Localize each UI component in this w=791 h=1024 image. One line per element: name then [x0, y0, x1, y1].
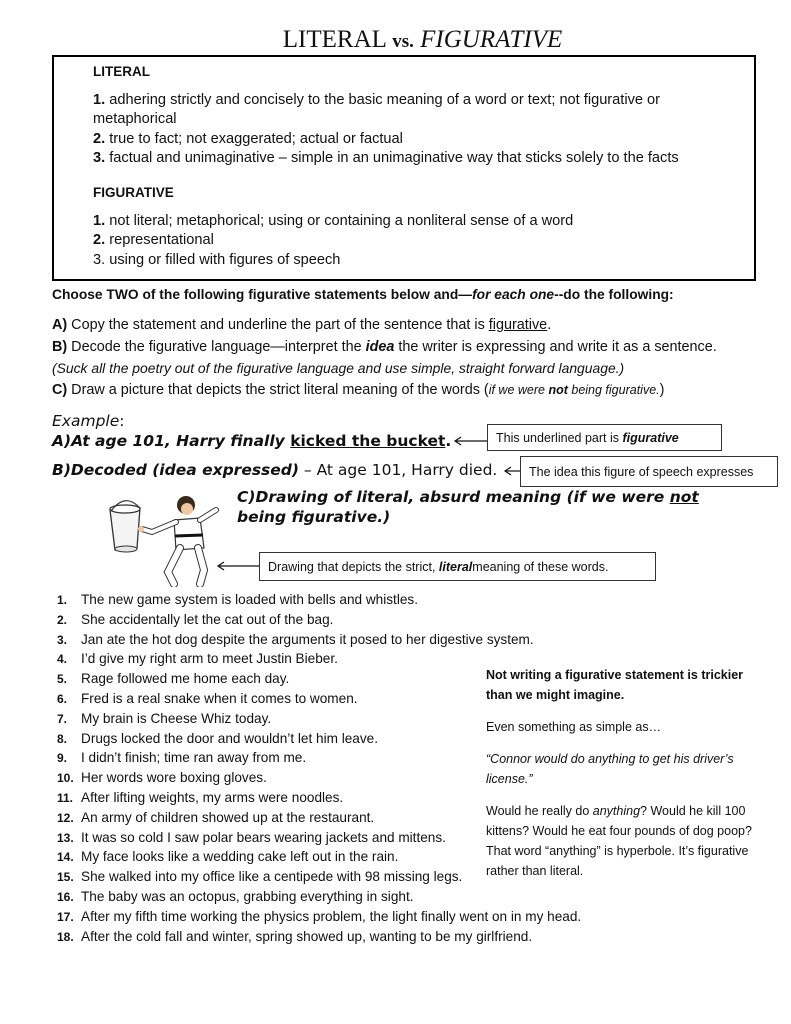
- title-figurative: FIGURATIVE: [420, 26, 563, 53]
- figurative-def-3: 3. using or filled with figures of speech: [93, 251, 341, 268]
- example-a: A)At age 101, Harry finally kicked the bucket.: [52, 432, 452, 450]
- list-item: 7. My brain is Cheese Whiz today.: [57, 710, 272, 726]
- literal-def-1: 1. adhering strictly and concisely to the basic meaning of a word or text; not figurative or: [93, 91, 661, 108]
- kick-bucket-illustration: [104, 492, 222, 587]
- figurative-def-2: 2. representational: [93, 232, 214, 248]
- callout-figurative: This underlined part is figurative: [487, 424, 722, 451]
- instruction-a: A) Copy the statement and underline the part of the sentence that is figurative.: [52, 317, 552, 333]
- sidebar-quote: “Connor would do anything to get his driver’s license.”: [486, 752, 734, 786]
- example-c: C)Drawing of literal, absurd meaning (if we were not being figurative.): [237, 488, 699, 526]
- list-item: 5. Rage followed me home each day.: [57, 671, 290, 687]
- sidebar-note: [486, 665, 756, 893]
- literal-def-3: 3. factual and unimaginative – simple in an unimaginative way that sticks solely to the facts: [93, 150, 679, 166]
- list-item: 11. After lifting weights, my arms were noodles.: [57, 789, 344, 805]
- list-item: 2. She accidentally let the cat out of the bag.: [57, 611, 334, 627]
- list-item: 8. Drugs locked the door and wouldn’t let him leave.: [57, 730, 378, 746]
- instructions-heading: Choose TWO of the following figurative statements below and—for each one--do the following:: [52, 287, 674, 302]
- list-item: 3. Jan ate the hot dog despite the arguments it posed to her digestive system.: [57, 631, 534, 647]
- instruction-c: C) Draw a picture that depicts the strict literal meaning of the words (if we were not being figurative.): [52, 382, 665, 398]
- figurative-def-1: 1. not literal; metaphorical; using or containing a nonliteral sense of a word: [93, 212, 574, 229]
- example-label: Example:: [52, 412, 125, 430]
- list-item: 1. The new game system is loaded with bells and whistles.: [57, 592, 418, 607]
- list-item: 6. Fred is a real snake when it comes to women.: [57, 690, 358, 706]
- bucket-icon: [110, 501, 140, 552]
- instruction-b: B) Decode the figurative language—interpret the idea the writer is expressing and write it as a sentence.: [52, 339, 717, 355]
- literal-heading: LITERAL: [93, 64, 150, 79]
- title-literal: LITERAL: [282, 26, 386, 53]
- list-item: 18. After the cold fall and winter, spring showed up, wanting to be my girlfriend.: [57, 928, 533, 944]
- literal-def-1-cont: metaphorical: [93, 111, 177, 127]
- callout-drawing: Drawing that depicts the strict, literal meaning of these words.: [259, 552, 656, 581]
- list-item: 4. I’d give my right arm to meet Justin Bieber.: [57, 651, 338, 667]
- example-b: B)Decoded (idea expressed) – At age 101, Harry died.: [52, 461, 498, 479]
- list-item: 14. My face looks like a wedding cake left out in the rain.: [57, 849, 399, 865]
- list-item: 13. It was so cold I saw polar bears wearing jackets and mittens.: [57, 829, 446, 845]
- list-item: 15. She walked into my office like a centipede with 98 missing legs.: [57, 869, 463, 885]
- karate-kid-icon: [138, 496, 216, 584]
- sidebar-even: Even something as simple as…: [486, 720, 662, 734]
- list-item: 10. Her words wore boxing gloves.: [57, 770, 267, 786]
- list-item: 12. An army of children showed up at the restaurant.: [57, 809, 375, 825]
- literal-def-2: 2. true to fact; not exaggerated; actual or factual: [93, 130, 403, 147]
- sidebar-heading: Not writing a figurative statement is trickier than we might imagine.: [486, 668, 744, 702]
- sidebar-explanation: Would he really do anything? Would he kill 100 kittens? Would he eat four pounds of dog poop? That word “anything” is hyperbole. It’s figurative rather than literal.: [486, 804, 752, 878]
- title-vs: vs.: [392, 31, 414, 52]
- list-item: 17. After my fifth time working the physics problem, the light finally went on in my head.: [57, 908, 582, 924]
- figurative-heading: FIGURATIVE: [93, 185, 174, 200]
- list-item: 9. I didn’t finish; time ran away from me.: [57, 750, 307, 766]
- list-item: 16. The baby was an octopus, grabbing everything in sight.: [57, 888, 414, 904]
- instruction-suck: (Suck all the poetry out of the figurative language and use simple, straight forward language.): [52, 360, 625, 376]
- callout-idea: The idea this figure of speech expresses: [520, 456, 778, 487]
